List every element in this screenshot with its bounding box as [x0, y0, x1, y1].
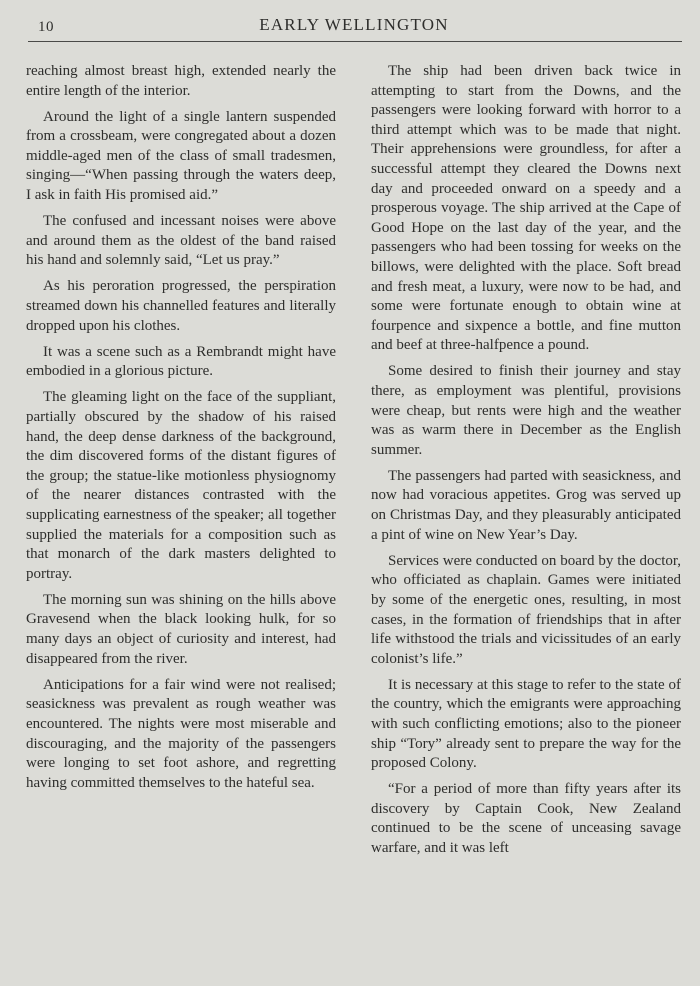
right-column	[371, 62, 681, 865]
paragraph: It is necessary at this stage to refer to the state of the country, which the emigrants were approaching with such conflicting emotions; also to the pioneer ship “Tory” already sent to prepare the way for the proposed Colony.	[371, 676, 681, 772]
page-number: 10	[38, 19, 54, 35]
paragraph: The passengers had parted with seasickness, and now had voracious appetites. Grog was served up on Christmas Day, and they pleasurably anticipated a pint of wine on New Year’s Day.	[371, 467, 681, 543]
paragraph: Around the light of a single lantern suspended from a crossbeam, were congregated about a dozen middle-aged men of the class of small tradesmen, singing—“When passing through the waters deep, I ask in faith His promised aid.”	[26, 108, 336, 204]
header-rule	[28, 41, 682, 42]
page-header	[28, 10, 680, 38]
paragraph: The ship had been driven back twice in attempting to start from the Downs, and the passengers were looking forward with horror to a third attempt which was to be made that night. Their apprehensions were groundless, for after a successful attempt they cleared the Downs next day and proceeded onward on a speedy and a prosperous voyage. The ship arrived at the Cape of Good Hope on the last day of the year, and the passengers who had been tossing for weeks on the billows, were delighted with the place. Soft bread and fresh meat, a luxury, were now to be had, and some were fortunate enough to obtain wine at fourpence and sixpence a bottle, and fine mutton and beef at three-halfpence a pound.	[371, 63, 681, 354]
paragraph: As his peroration progressed, the perspiration streamed down his channelled features and literally dropped upon his clothes.	[26, 278, 336, 334]
paragraph: The gleaming light on the face of the suppliant, partially obscured by the shadow of his raised hand, the deep dense darkness of the background, the dim discovered forms of the distant figures of the group; the statue-like motionless physiognomy of the nearer distances contrasted with the supplicating earnestness of the speaker; all together supplied the materials for a composition such as that monarch of the dark masters delighted to portray.	[26, 389, 336, 582]
paragraph: Some desired to finish their journey and stay there, as employment was plentiful, provisions were cheap, but rents were high and the weather was as warm there in December as the English summer.	[371, 363, 681, 458]
paragraph: The morning sun was shining on the hills above Gravesend when the black looking hulk, for so many days an object of curiosity and interest, had disappeared from the river.	[26, 591, 336, 667]
left-column	[26, 62, 336, 800]
paragraph: Services were conducted on board by the doctor, who officiated as chaplain. Games were initiated by some of the energetic ones, resulting, in most cases, in the formation of friendships that in after life withstood the trials and vicissitudes of an early colonist’s life.”	[371, 552, 681, 667]
paragraph: reaching almost breast high, extended nearly the entire length of the interior.	[26, 63, 336, 99]
paragraph: The confused and incessant noises were above and around them as the oldest of the band raised his hand and solemnly said, “Let us pray.”	[26, 213, 336, 269]
paragraph: It was a scene such as a Rembrandt might have embodied in a glorious picture.	[26, 343, 336, 380]
paragraph: “For a period of more than fifty years after its discovery by Captain Cook, New Zealand continued to be the scene of unceasing savage warfare, and it was left	[371, 781, 681, 857]
paragraph: Anticipations for a fair wind were not realised; seasickness was prevalent as rough weather was encountered. The nights were most miserable and discouraging, and the majority of the passengers were longing to set foot ashore, and regretting having committed themselves to the hateful sea.	[26, 676, 336, 791]
running-title: EARLY WELLINGTON	[259, 15, 449, 34]
